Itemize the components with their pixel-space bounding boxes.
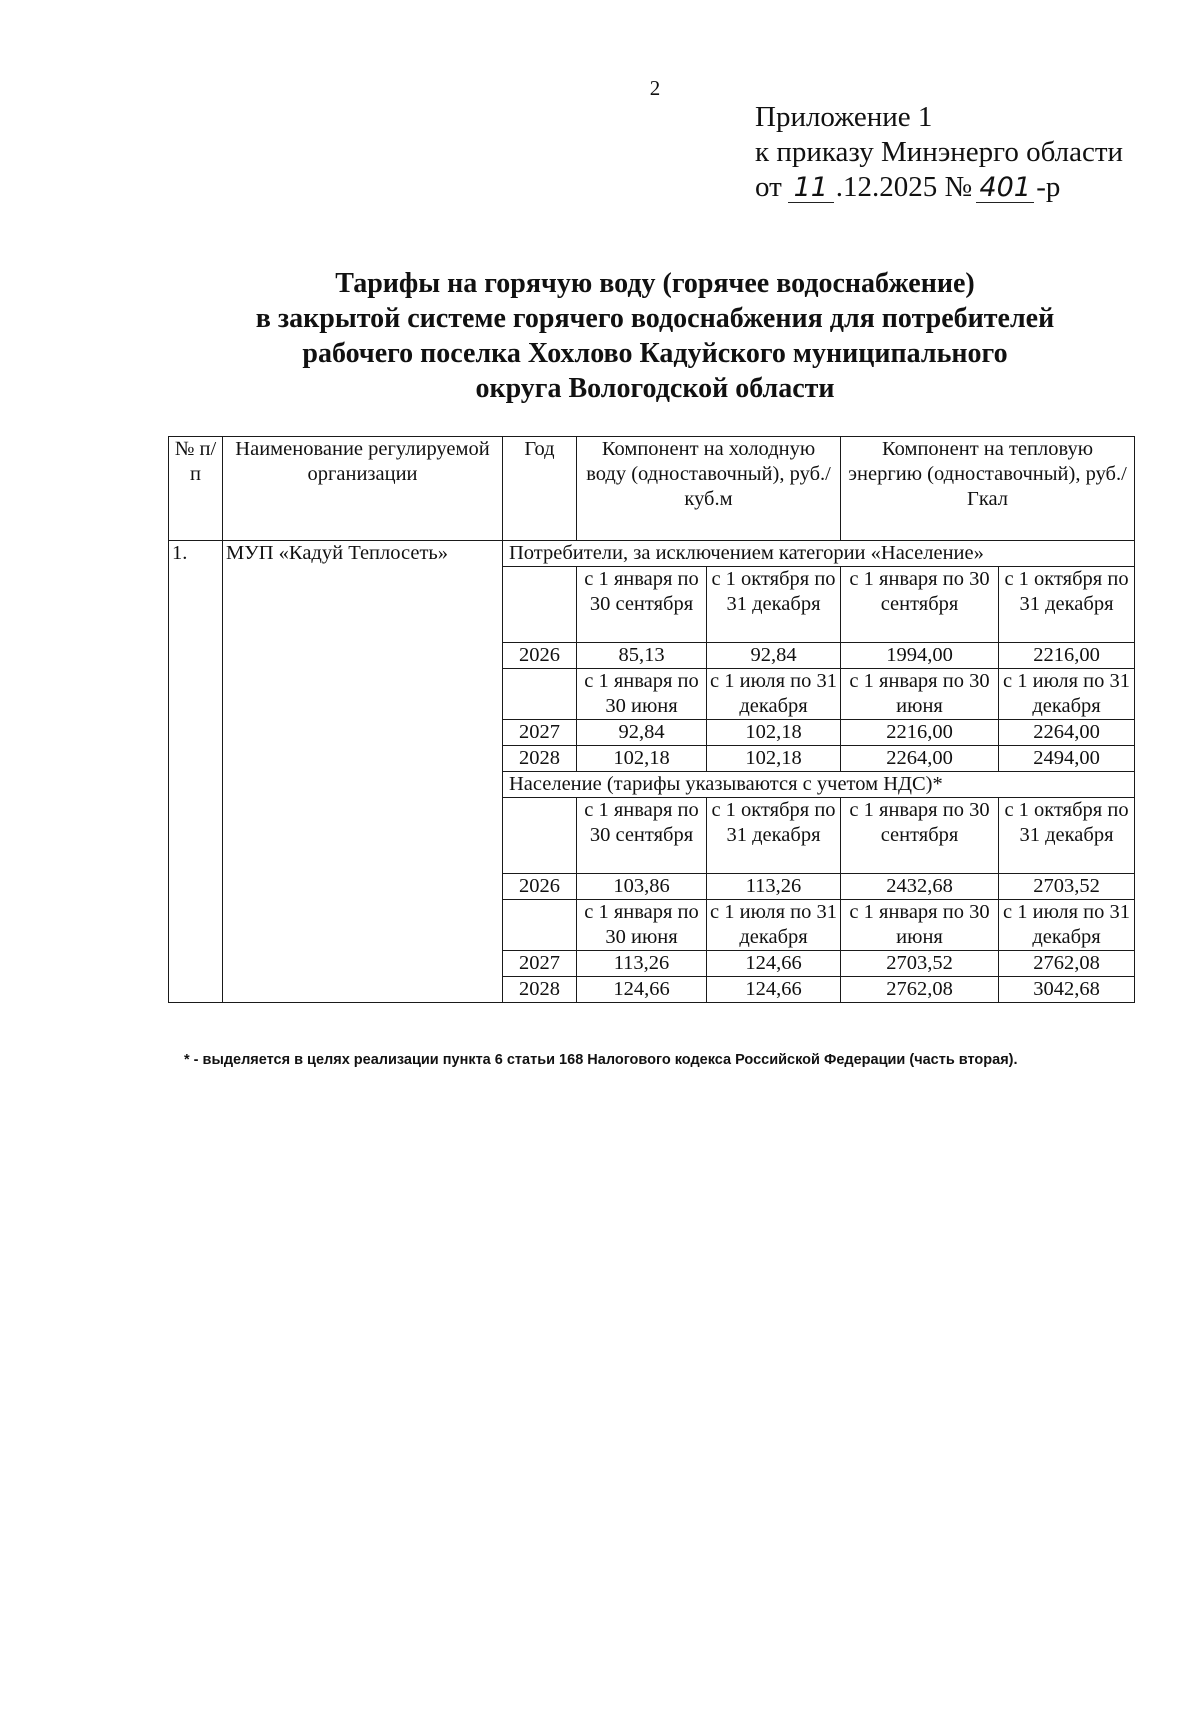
value-cell: 103,86 xyxy=(577,874,707,900)
value-cell: 2703,52 xyxy=(841,951,999,977)
value-cell: 85,13 xyxy=(577,643,707,669)
date-rest: .12.2025 № xyxy=(835,171,973,203)
group-label-population: Население (тарифы указываются с учетом НДС)* xyxy=(503,772,1135,798)
value-cell: 2762,08 xyxy=(841,977,999,1003)
period-cell: с 1 июля по 31 декабря xyxy=(707,669,841,720)
value-cell: 1994,00 xyxy=(841,643,999,669)
value-cell: 124,66 xyxy=(577,977,707,1003)
header-row xyxy=(169,437,1135,541)
period-cell: с 1 января по 30 сентября xyxy=(841,567,999,643)
period-cell: с 1 октября по 31 декабря xyxy=(999,567,1135,643)
title-line: в закрытой системе горячего водоснабжения для потребителей xyxy=(255,303,1055,334)
value-cell: 102,18 xyxy=(577,746,707,772)
doc-suffix: -р xyxy=(1036,171,1061,203)
header-num: № п/п xyxy=(169,437,223,541)
value-cell: 102,18 xyxy=(707,746,841,772)
year-cell: 2028 xyxy=(503,746,577,772)
handwritten-doc-number: 401 xyxy=(976,174,1034,203)
value-cell: 92,84 xyxy=(577,720,707,746)
value-cell: 102,18 xyxy=(707,720,841,746)
year-cell: 2027 xyxy=(503,720,577,746)
value-cell: 2703,52 xyxy=(999,874,1135,900)
title-line: рабочего поселка Хохлово Кадуйского муниципального xyxy=(302,338,1008,369)
row-number: 1. xyxy=(169,541,223,1003)
year-cell: 2028 xyxy=(503,977,577,1003)
value-cell: 113,26 xyxy=(577,951,707,977)
handwritten-day: 11 xyxy=(788,174,834,203)
value-cell: 2264,00 xyxy=(841,746,999,772)
header-heat-energy: Компонент на тепловую энергию (одноставочный), руб./Гкал xyxy=(841,437,1135,541)
value-cell: 92,84 xyxy=(707,643,841,669)
title-line: Тарифы на горячую воду (горячее водоснабжение) xyxy=(335,268,975,299)
value-cell: 3042,68 xyxy=(999,977,1135,1003)
page-number: 2 xyxy=(649,76,661,100)
period-cell: с 1 октября по 31 декабря xyxy=(707,567,841,643)
value-cell: 2494,00 xyxy=(999,746,1135,772)
period-cell: с 1 июля по 31 декабря xyxy=(707,900,841,951)
date-prefix: от xyxy=(755,171,782,203)
title-line: округа Вологодской области xyxy=(475,373,835,404)
value-cell: 113,26 xyxy=(707,874,841,900)
period-year-blank xyxy=(503,669,577,720)
appendix-title: Приложение 1 xyxy=(755,101,933,133)
group-label-consumers: Потребители, за исключением категории «Население» xyxy=(503,541,1135,567)
value-cell: 2216,00 xyxy=(999,643,1135,669)
header-cold-water: Компонент на холодную воду (одноставочный), руб./куб.м xyxy=(577,437,841,541)
period-year-blank xyxy=(503,900,577,951)
value-cell: 124,66 xyxy=(707,977,841,1003)
header-org: Наименование регулируемой организации xyxy=(223,437,503,541)
value-cell: 2264,00 xyxy=(999,720,1135,746)
tariff-table xyxy=(168,436,1135,1003)
footnote: * - выделяется в целях реализации пункта 6 статьи 168 Налогового кодекса Российской Федерации (часть вторая). xyxy=(184,1052,1018,1068)
organization-name: МУП «Кадуй Теплосеть» xyxy=(223,541,503,1003)
appendix-header xyxy=(755,100,1123,205)
period-cell: с 1 января по 30 июня xyxy=(841,900,999,951)
period-cell: с 1 июля по 31 декабря xyxy=(999,669,1135,720)
value-cell: 124,66 xyxy=(707,951,841,977)
period-year-blank xyxy=(503,567,577,643)
year-cell: 2027 xyxy=(503,951,577,977)
period-cell: с 1 октября по 31 декабря xyxy=(707,798,841,874)
value-cell: 2216,00 xyxy=(841,720,999,746)
appendix-order-ref: к приказу Минэнерго области xyxy=(755,136,1124,168)
appendix-date-line xyxy=(755,170,1123,205)
period-cell: с 1 января по 30 июня xyxy=(841,669,999,720)
period-cell: с 1 января по 30 сентября xyxy=(841,798,999,874)
value-cell: 2432,68 xyxy=(841,874,999,900)
year-cell: 2026 xyxy=(503,874,577,900)
value-cell: 2762,08 xyxy=(999,951,1135,977)
header-year: Год xyxy=(503,437,577,541)
year-cell: 2026 xyxy=(503,643,577,669)
period-year-blank xyxy=(503,798,577,874)
document-title xyxy=(0,266,1200,406)
period-cell: с 1 января по 30 июня xyxy=(577,669,707,720)
period-cell: с 1 января по 30 сентября xyxy=(577,567,707,643)
period-cell: с 1 января по 30 сентября xyxy=(577,798,707,874)
period-cell: с 1 октября по 31 декабря xyxy=(999,798,1135,874)
period-cell: с 1 июля по 31 декабря xyxy=(999,900,1135,951)
period-cell: с 1 января по 30 июня xyxy=(577,900,707,951)
group-header-row xyxy=(169,541,1135,567)
